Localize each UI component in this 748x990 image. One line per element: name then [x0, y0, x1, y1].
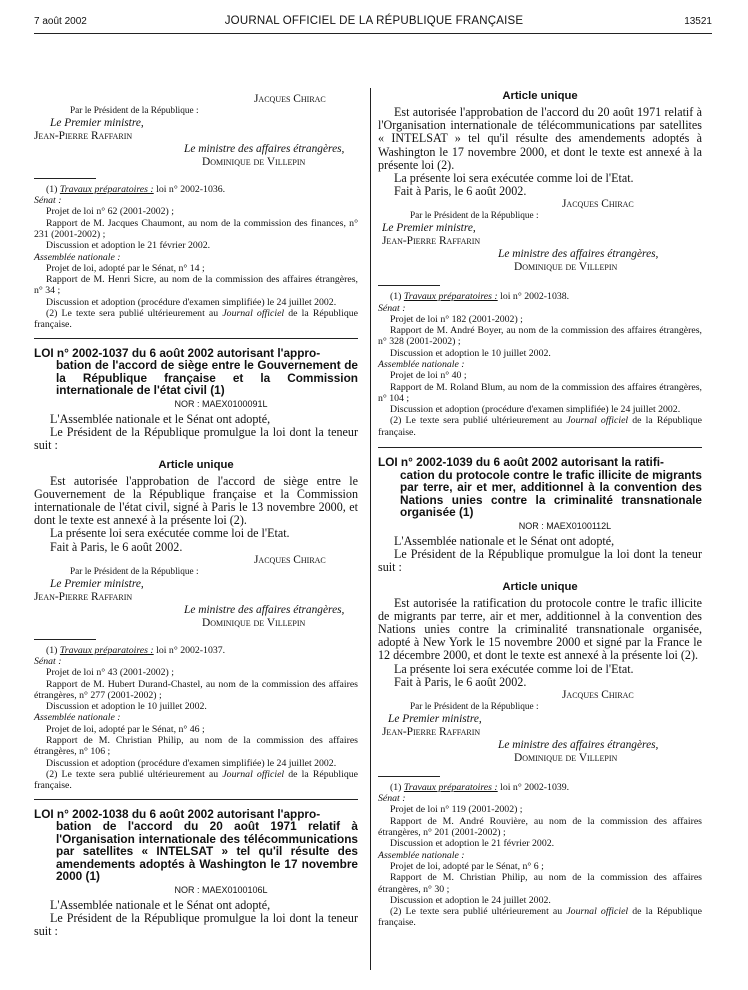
travaux-label: Travaux préparatoires :: [59, 644, 154, 656]
law-title-rest: cation du protocole contre le trafic illicite de migrants par terre, air et mer, additionnel à la convention des Nations unies contre la criminalité transnationale organisée (1): [400, 467, 702, 520]
footnote-line: Projet de loi n° 62 (2001-2002) ;: [46, 206, 174, 218]
footnote-line: Projet de loi n° 119 (2001-2002) ;: [390, 804, 523, 816]
left-column: [34, 88, 358, 939]
header-date: 7 août 2002: [34, 16, 87, 27]
article-heading: Article unique: [502, 580, 578, 593]
minister-title: Le ministre des affaires étrangères,: [184, 603, 345, 616]
footnote-2-text: (2) Le texte sera publié ultérieurement au: [390, 415, 563, 427]
paragraph: La présente loi sera exécutée comme loi de l'Etat.: [394, 661, 634, 676]
footnote-loi: loi n° 2002-1038.: [500, 291, 570, 303]
footnote-line: Rapport de M. Christian Philip, au nom de la commission des affaires étrangères, n° 30 ;: [378, 872, 702, 895]
signature-block: [34, 554, 358, 630]
footnote-rule: [34, 639, 96, 640]
footnote-loi: loi n° 2002-1037.: [156, 644, 226, 656]
article-text: Est autorisée l'approbation de l'accord de siège entre le Gouvernement de la République française et la Commission internationale de l'état civil, signé à Paris le 13 novembre 2000, et dont le texte est annexé à la présente loi (2).: [34, 473, 358, 528]
article-heading: Article unique: [502, 90, 578, 102]
right-column: [378, 88, 702, 929]
law-1039: [378, 456, 702, 689]
law-title-first: LOI n° 2002-1039 du 6 août 2002 autorisant la ratifi-: [378, 455, 664, 470]
footnote-line: Projet de loi, adopté par le Sénat, n° 46 ;: [46, 723, 205, 735]
law-title: [34, 347, 358, 397]
pm-name: Jean-Pierre Raffarin: [34, 590, 133, 603]
paragraph: Le Président de la République promulgue la loi dont la teneur suit :: [378, 547, 702, 575]
paragraph: La présente loi sera exécutée comme loi de l'Etat.: [394, 171, 634, 186]
journal-officiel: Journal officiel: [222, 768, 285, 780]
footnote-line: Rapport de M. André Rouvière, au nom de la commission des affaires étrangères, n° 201 (2001-2002) ;: [378, 815, 702, 839]
minister-title: Le ministre des affaires étrangères,: [498, 248, 659, 261]
footnote-block: [378, 291, 702, 438]
footnote-line: Discussion et adoption le 21 février 2002.: [390, 838, 555, 850]
footnote-line: Discussion et adoption le 21 février 2002.: [46, 240, 211, 252]
footnote-line: Projet de loi n° 182 (2001-2002) ;: [390, 313, 523, 325]
signature-block: [378, 689, 702, 765]
footnote-line: Projet de loi, adopté par le Sénat, n° 14 ;: [46, 262, 205, 274]
minister-name: Dominique de Villepin: [514, 751, 618, 764]
law-title-first: LOI n° 2002-1037 du 6 août 2002 autorisant l'appro-: [34, 345, 321, 360]
footnote-line: Discussion et adoption le 10 juillet 2002.: [46, 701, 207, 713]
footnote-2-text: (2) Le texte sera publié ultérieurement au: [46, 768, 219, 780]
footnote-line: Rapport de M. André Boyer, au nom de la commission des affaires étrangères, n° 328 (2001-2002) ;: [378, 325, 702, 348]
footnote-line: Discussion et adoption le 10 juillet 2002.: [390, 347, 551, 359]
footnote-number: (1): [390, 781, 402, 793]
paragraph: Fait à Paris, le 6 août 2002.: [394, 184, 527, 199]
travaux-label: Travaux préparatoires :: [403, 781, 498, 793]
minister-name: Dominique de Villepin: [202, 616, 306, 629]
president-name: Jacques Chirac: [562, 198, 634, 211]
paragraph: L'Assemblée nationale et le Sénat ont adopté,: [50, 412, 271, 427]
law-title-rest: bation de l'accord du 20 août 1971 relatif à l'Organisation internationale des télécommunications par satellites « INTELSAT » tel qu'il résulte des amendements adoptés à Washington le 17 novembre 2000 (1): [56, 819, 358, 884]
page-header: [0, 0, 748, 38]
travaux-label: Travaux préparatoires :: [403, 291, 498, 303]
footnote-number: (1): [390, 291, 402, 303]
footnote-number: (1): [46, 644, 58, 656]
footnote-2-end: de la République française.: [378, 906, 703, 929]
footnote-2-end: de la République française.: [34, 768, 359, 792]
footnote-line: Projet de loi n° 40 ;: [390, 370, 467, 382]
law-title: [378, 456, 702, 519]
law-title: [34, 808, 358, 884]
law-title-rest: bation de l'accord de siège entre le Gouvernement de la République française et la Commission internationale de l'état civil (1): [56, 358, 358, 398]
footnote-rule: [378, 285, 440, 286]
footnote-rule: [378, 776, 440, 777]
journal-officiel: Journal officiel: [222, 308, 285, 320]
pm-title: Le Premier ministre,: [382, 222, 476, 235]
article-heading: Article unique: [158, 458, 234, 471]
paragraph: Fait à Paris, le 6 août 2002.: [394, 674, 527, 689]
footnote-rule: [34, 178, 96, 179]
footnote-2-end: de la République française.: [378, 415, 703, 438]
paragraph: La présente loi sera exécutée comme loi de l'Etat.: [50, 526, 290, 541]
par-le-president: Par le Président de la République :: [410, 211, 539, 222]
pm-name: Jean-Pierre Raffarin: [34, 129, 133, 142]
president-name: Jacques Chirac: [562, 689, 634, 702]
footnote-line: Rapport de M. Hubert Durand-Chastel, au nom de la commission des affaires étrangères, n° 277 (2001-2002) ;: [34, 678, 358, 701]
par-le-president: Par le Président de la République :: [70, 566, 199, 577]
senat-label: Sénat :: [34, 655, 62, 667]
nor-code: NOR : MAEX0100112L: [518, 521, 612, 532]
paragraph: Le Président de la République promulgue la loi dont la teneur suit :: [34, 425, 358, 453]
nor-code: NOR : MAEX0100091L: [174, 399, 268, 410]
signature-block: [378, 198, 702, 274]
journal-title: JOURNAL OFFICIEL DE LA RÉPUBLIQUE FRANÇAISE: [224, 15, 524, 27]
footnote-line: Projet de loi, adopté par le Sénat, n° 6 ;: [390, 860, 544, 872]
page-number: 13521: [684, 16, 712, 27]
footnote-line: Discussion et adoption (procédure d'examen simplifiée) le 24 juillet 2002.: [46, 757, 337, 769]
paragraph: L'Assemblée nationale et le Sénat ont adopté,: [50, 898, 271, 913]
an-label: Assemblée nationale :: [34, 251, 121, 263]
footnote-block: [34, 184, 358, 331]
paragraph: L'Assemblée nationale et le Sénat ont adopté,: [394, 534, 615, 549]
footnote-line: Projet de loi n° 43 (2001-2002) ;: [46, 667, 174, 679]
president-name: Jacques Chirac: [254, 93, 326, 105]
minister-name: Dominique de Villepin: [514, 261, 618, 274]
section-separator: [378, 447, 702, 448]
law-1038: [34, 808, 358, 939]
senat-label: Sénat :: [378, 302, 406, 314]
travaux-label: Travaux préparatoires :: [59, 183, 154, 195]
journal-officiel: Journal officiel: [566, 906, 629, 918]
footnote-line: Discussion et adoption (procédure d'examen simplifiée) le 24 juillet 2002.: [390, 404, 681, 416]
pm-name: Jean-Pierre Raffarin: [382, 235, 481, 248]
senat-label: Sénat :: [378, 793, 406, 805]
pm-title: Le Premier ministre,: [50, 116, 144, 129]
section-separator: [34, 799, 358, 800]
footnote-block: [378, 782, 702, 929]
law-1037: [34, 347, 358, 554]
signature-block: [34, 93, 358, 169]
senat-label: Sénat :: [34, 195, 62, 207]
journal-officiel: Journal officiel: [566, 415, 629, 427]
minister-title: Le ministre des affaires étrangères,: [184, 142, 345, 155]
par-le-president: Par le Président de la République :: [410, 702, 539, 713]
footnote-line: Rapport de M. Henri Sicre, au nom de la commission des affaires étrangères, n° 34 ;: [34, 274, 358, 297]
footnote-line: Rapport de M. Roland Blum, au nom de la commission des affaires étrangères, n° 104 ;: [378, 381, 702, 404]
pm-name: Jean-Pierre Raffarin: [382, 725, 481, 738]
footnote-block: [34, 645, 358, 792]
footnote-number: (1): [46, 183, 58, 195]
an-label: Assemblée nationale :: [378, 849, 465, 861]
footnote-line: Discussion et adoption (procédure d'examen simplifiée) le 24 juillet 2002.: [46, 296, 337, 308]
article-text: Est autorisée l'approbation de l'accord du 20 août 1971 relatif à l'Organisation internationale de télécommunications par satellites « INTELSAT » tel qu'il résulte des amendements adoptés à Washington le 17 novembre 2000, et dont le texte est annexé à la présente loi (2).: [378, 105, 702, 172]
footnote-loi: loi n° 2002-1039.: [500, 781, 570, 793]
article-text: Est autorisée la ratification du protocole contre le trafic illicite de migrants par terre, air et mer, additionnel à la convention des Nations unies contre la criminalité transnationale organisée, adopté à New York le 15 novembre 2000 et signé par la France le 12 décembre 2000, et dont le texte est annexé à la présente loi (2).: [378, 595, 702, 663]
paragraph: Le Président de la République promulgue la loi dont la teneur suit :: [34, 911, 358, 939]
footnote-2-text: (2) Le texte sera publié ultérieurement au: [390, 906, 563, 918]
footnote-line: Rapport de M. Christian Philip, au nom de la commission des affaires étrangères, n° 106 ;: [34, 735, 358, 758]
pm-title: Le Premier ministre,: [50, 577, 144, 590]
section-separator: [34, 338, 358, 339]
minister-name: Dominique de Villepin: [202, 155, 306, 168]
nor-code: NOR : MAEX0100106L: [174, 885, 268, 896]
par-le-president: Par le Président de la République :: [70, 106, 199, 116]
header-rule: [34, 33, 712, 34]
footnote-line: Discussion et adoption le 24 juillet 2002.: [390, 894, 551, 906]
law-title-first: LOI n° 2002-1038 du 6 août 2002 autorisant l'appro-: [34, 806, 321, 821]
pm-title: Le Premier ministre,: [388, 712, 482, 725]
footnote-2-end: de la République française.: [34, 308, 359, 331]
column-divider: [370, 88, 371, 970]
footnote-line: Rapport de M. Jacques Chaumont, au nom de la commission des finances, n° 231 (2001-2002) ;: [34, 217, 358, 240]
an-label: Assemblée nationale :: [378, 359, 465, 370]
minister-title: Le ministre des affaires étrangères,: [498, 738, 659, 751]
an-label: Assemblée nationale :: [34, 712, 121, 724]
paragraph: Fait à Paris, le 6 août 2002.: [50, 539, 183, 554]
footnote-loi: loi n° 2002-1036.: [156, 183, 226, 195]
president-name: Jacques Chirac: [254, 553, 326, 566]
footnote-2-text: (2) Le texte sera publié ultérieurement au: [46, 308, 219, 320]
